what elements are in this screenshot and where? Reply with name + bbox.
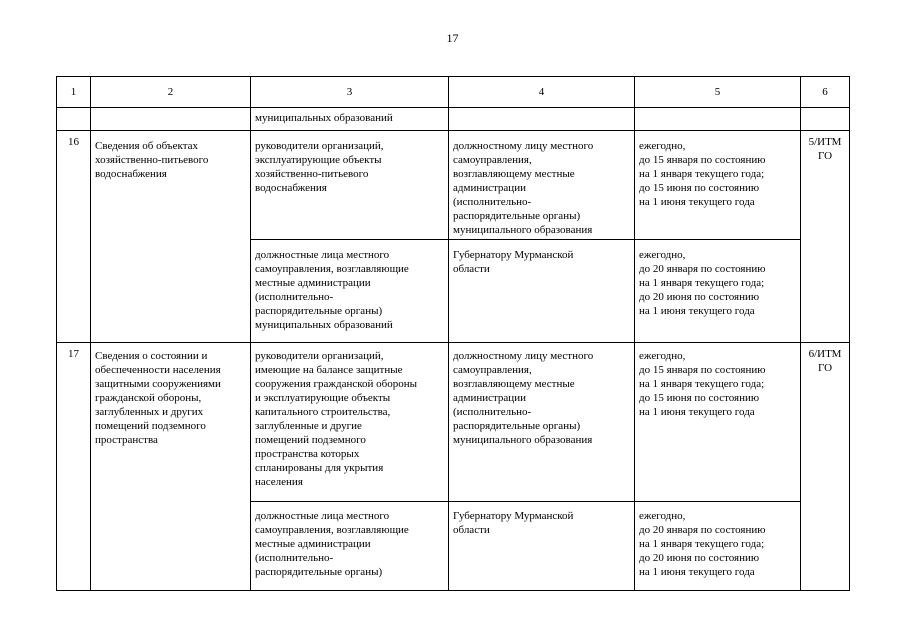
continuation-cell-6 [801,108,850,131]
continuation-cell-1 [57,108,91,131]
continuation-row [57,108,850,131]
row-17-number: 17 [57,343,91,591]
header-cell-1: 1 [57,77,91,108]
continuation-cell-3: муниципальных образований [251,108,449,131]
row-16-form-code: 5/ИТМ ГО [801,131,850,343]
row-16-sub1-responsible: руководители организаций, эксплуатирующие объекты хозяйственно-питьевого водоснабжения [251,131,449,240]
row-17-sub2-deadline: ежегодно, до 20 января по состоянию на 1 января текущего года; до 20 июня по состоянию на 1 июня текущего года [635,502,801,591]
row-17-sub2-recipient: Губернатору Мурманской области [449,502,635,591]
header-cell-5: 5 [635,77,801,108]
reporting-table [56,76,850,591]
row-16-sub1-recipient: должностному лицу местного самоуправления, возглавляющему местные администрации (исполнительно- распорядительные органы) муниципального образования [449,131,635,240]
row-16-name: Сведения об объектах хозяйственно-питьевого водоснабжения [91,131,251,343]
row-16-sub1-deadline: ежегодно, до 15 января по состоянию на 1 января текущего года; до 15 июня по состоянию на 1 июня текущего года [635,131,801,240]
row-17-sub2-responsible: должностные лица местного самоуправления, возглавляющие местные администрации (исполнительно- распорядительные органы) [251,502,449,591]
row-16-sub2-deadline: ежегодно, до 20 января по состоянию на 1 января текущего года; до 20 июня по состоянию на 1 июня текущего года [635,240,801,343]
row-17-sub1-recipient: должностному лицу местного самоуправления, возглавляющему местные администрации (исполнительно- распорядительные органы) муниципального образования [449,343,635,502]
table-row [57,131,850,240]
header-cell-2: 2 [91,77,251,108]
continuation-cell-4 [449,108,635,131]
continuation-cell-5 [635,108,801,131]
row-17-sub1-responsible: руководители организаций, имеющие на балансе защитные сооружения гражданской обороны и эксплуатирующие объекты капитального строительства, заглубленные и другие помещений подземного пространства которых спланированы для укрытия населения [251,343,449,502]
row-17-sub1-deadline: ежегодно, до 15 января по состоянию на 1 января текущего года; до 15 июня по состоянию на 1 июня текущего года [635,343,801,502]
row-16-number: 16 [57,131,91,343]
header-cell-6: 6 [801,77,850,108]
row-17-form-code: 6/ИТМ ГО [801,343,850,591]
row-17-name: Сведения о состоянии и обеспеченности населения защитными сооружениями гражданской обороны, заглубленных и других помещений подземного пространства [91,343,251,591]
header-row [57,77,850,108]
page-number: 17 [446,31,459,45]
header-cell-4: 4 [449,77,635,108]
header-cell-3: 3 [251,77,449,108]
table-row [57,343,850,502]
continuation-cell-2 [91,108,251,131]
row-16-sub2-recipient: Губернатору Мурманской области [449,240,635,343]
row-16-sub2-responsible: должностные лица местного самоуправления, возглавляющие местные администрации (исполнительно- распорядительные органы) муниципальных образований [251,240,449,343]
